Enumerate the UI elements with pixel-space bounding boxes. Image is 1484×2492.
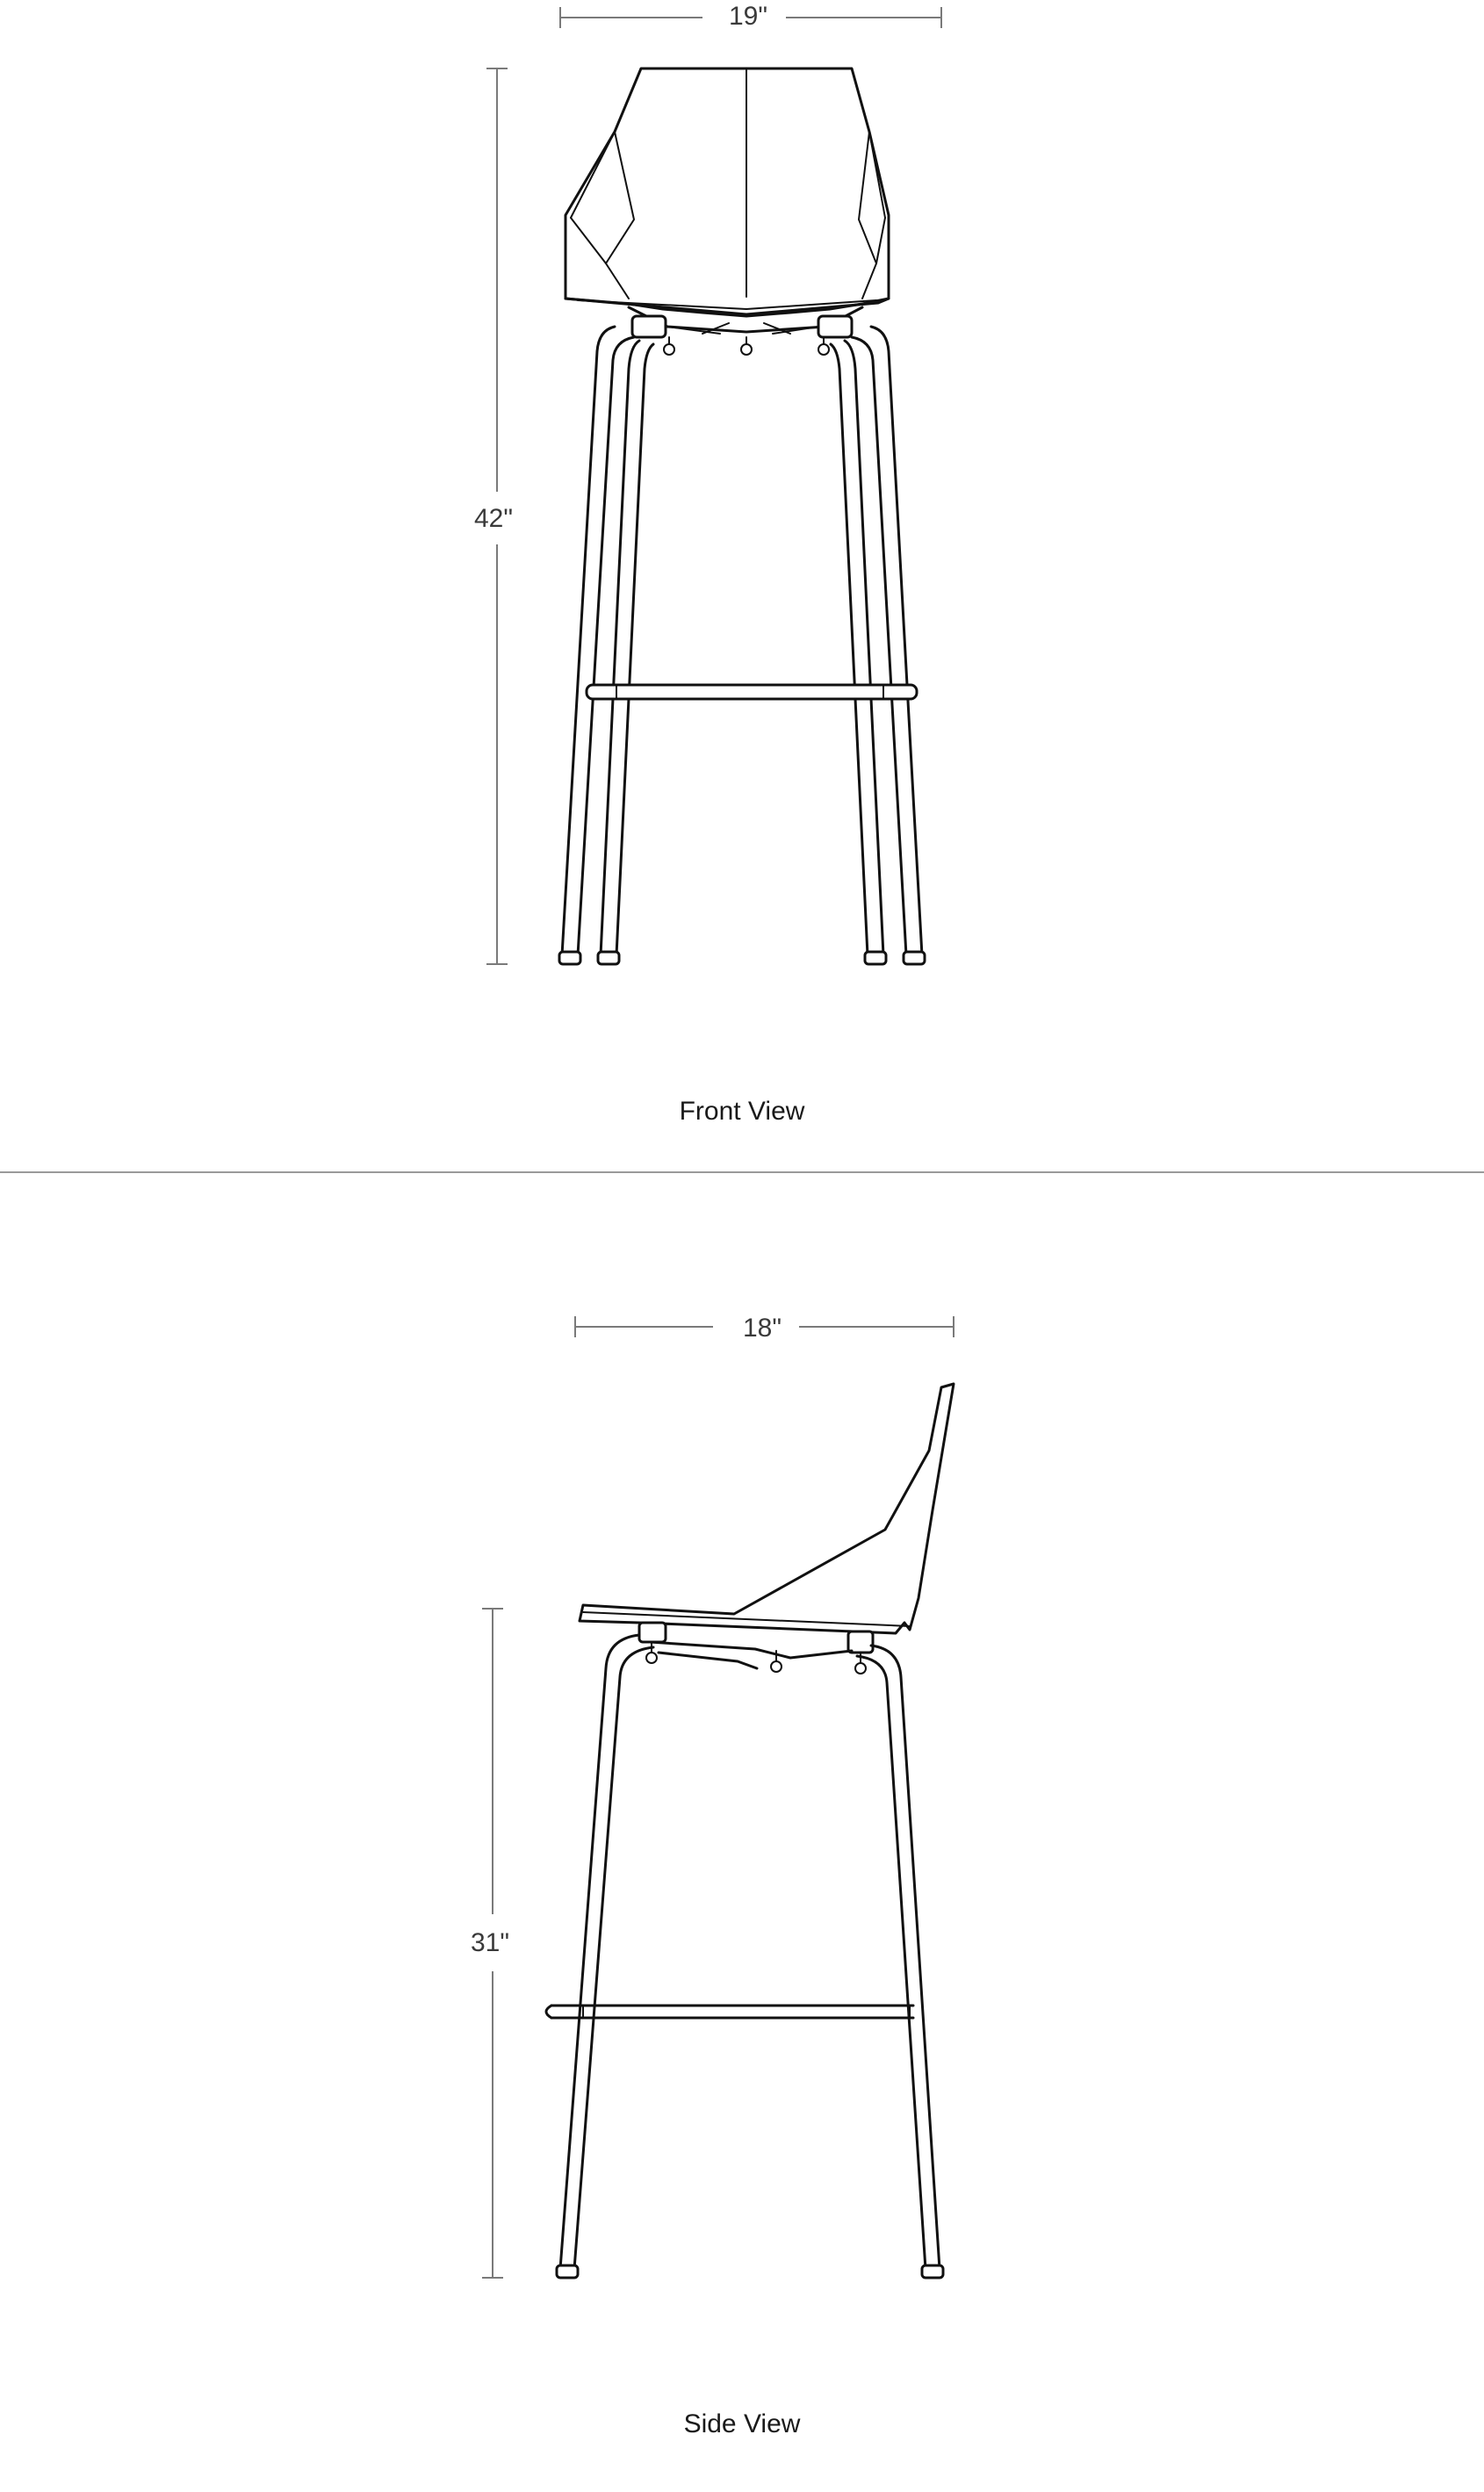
- front-width-label: 19": [728, 2, 768, 31]
- side-view-caption: Side View: [683, 2409, 801, 2438]
- front-height-dimension: [474, 68, 513, 964]
- side-depth-dimension: [575, 1314, 954, 1343]
- front-stool-illustration: [559, 68, 925, 964]
- side-height-label: 31": [470, 1928, 510, 1957]
- front-view-caption: Front View: [679, 1097, 805, 1126]
- side-stool-illustration: [546, 1384, 954, 2278]
- front-view: [474, 2, 941, 1126]
- side-height-dimension: [471, 1609, 509, 2278]
- front-width-dimension: [560, 2, 941, 31]
- side-view: [471, 1314, 954, 2438]
- side-depth-label: 18": [742, 1314, 782, 1343]
- front-height-label: 42": [473, 504, 514, 533]
